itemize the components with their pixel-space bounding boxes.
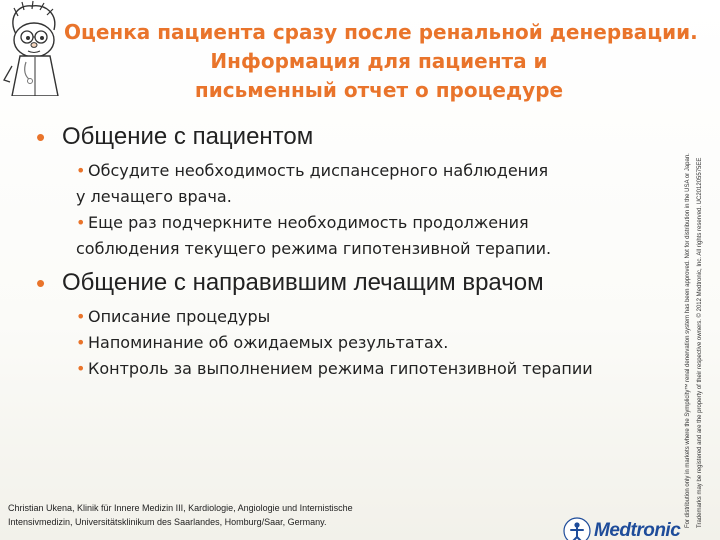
bullet: •: [76, 333, 86, 352]
footer-citation: [8, 501, 438, 529]
list-item-continuation: [36, 184, 676, 210]
section-heading-text: Общение с направившим лечащим врачом: [62, 269, 544, 296]
bullet: •: [36, 122, 46, 152]
list-item-text: Описание процедуры: [88, 307, 271, 326]
list-item-continuation: [36, 236, 676, 262]
legal-line-1: For distribution only in markets where the Symplicity™ renal denervation system has been approved. Not for distribution in the USA or Japan.: [685, 153, 691, 528]
section-heading: [36, 122, 676, 152]
list-item: [36, 158, 676, 184]
list-item: [36, 304, 676, 330]
list-item-text: Контроль за выполнением режима гипотензивной терапии: [88, 359, 593, 378]
medtronic-logo: [562, 516, 680, 540]
bullet: •: [76, 359, 86, 378]
bullet: •: [76, 213, 86, 232]
title-line-3: письменный отчет о процедуре: [194, 78, 564, 102]
legal-line-2: Trademarks may be registered and are the property of their respective owners. © 2012 Medtronic, Inc. All rights reserved. UC201205575EE: [697, 157, 703, 528]
list-item: [36, 356, 676, 382]
list-item-text: у лечащего врача.: [76, 187, 232, 206]
bullet: •: [76, 161, 86, 180]
slide-title: [64, 18, 698, 105]
list-item-text: Обсудите необходимость диспансерного наблюдения: [88, 161, 549, 180]
slide-content: [36, 122, 676, 382]
bullet: •: [76, 307, 86, 326]
footer-line-1: Christian Ukena, Klinik für Innere Medizin III, Kardiologie, Angiologie und Internistische: [8, 503, 353, 513]
list-item-text: соблюдения текущего режима гипотензивной терапии.: [76, 239, 552, 258]
list-item-text: Напоминание об ожидаемых результатах.: [88, 333, 449, 352]
medtronic-figure-icon: [562, 516, 592, 540]
list-item-text: Еще раз подчеркните необходимость продолжения: [88, 213, 529, 232]
legal-disclaimer: [682, 108, 706, 528]
footer-line-2: Intensivmedizin, Universitätsklinikum des Saarlandes, Homburg/Saar, Germany.: [8, 517, 327, 527]
title-line-1: Оценка пациента сразу после ренальной денервации.: [64, 20, 698, 44]
bullet: •: [36, 268, 46, 298]
logo-text: Medtronic: [594, 520, 681, 540]
title-line-2: Информация для пациента и: [210, 49, 548, 73]
doctor-cartoon-icon: [2, 0, 68, 96]
list-item: [36, 330, 676, 356]
section-heading: [36, 268, 676, 298]
list-item: [36, 210, 676, 236]
section-heading-text: Общение с пациентом: [62, 123, 314, 150]
